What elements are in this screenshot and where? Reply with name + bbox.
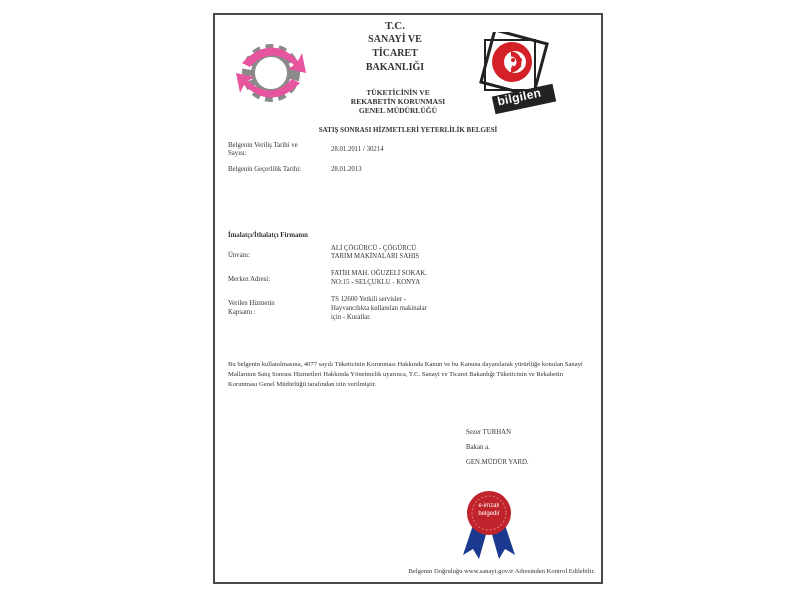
e-signature-badge	[459, 489, 519, 561]
issue-label-line1: Belgenin Veriliş Tarihi ve	[228, 142, 298, 149]
ministry-logo	[232, 35, 310, 105]
scope-label-line2: Kapsamı :	[228, 309, 256, 316]
ribbon-rosette-icon	[459, 489, 519, 561]
issue-value: 28.01.2011 / 30214	[331, 146, 384, 153]
ministry-title-line1: T.C.	[385, 20, 405, 32]
ministry-title-line3: TİCARET	[372, 48, 418, 59]
signature-line3: GEN.MÜDÜR YARD.	[466, 459, 529, 466]
address-label: Merkez Adresi:	[228, 276, 271, 283]
legal-paragraph: Bu belgenin kullanılmasına, 4077 sayılı Tüketicinin Korunması Hakkında Kanun ve bu Kanuna dayanılarak yürürlüğe konulan Sanayi Mallarının Satış Sonrası Hizmetleri Hakkında Yönetmelik uyarınca, T.C. Sanayi ve Ticaret Bakanlığı Tüketicinin ve Rekabetin Korunması Genel Müdürlüğü tarafından izin verilmiştir.	[228, 361, 583, 388]
signature-line2: Bakan a.	[466, 444, 490, 451]
address-value-line1: FATİH MAH. OĞUZELİ SOKAK.	[331, 270, 427, 277]
scope-value-line3: için - Kurallar.	[331, 314, 371, 321]
directorate-line2: REKABETİN KORUNMASI	[350, 97, 446, 106]
issue-label-line2: Sayısı:	[228, 150, 247, 157]
bilgilen-logo	[465, 32, 565, 116]
scope-value-line1: TS 12600 Yetkili servisler -	[331, 296, 406, 303]
scope-label-line1: Verilen Hizmetin	[228, 300, 275, 307]
ministry-title-line2: SANAYİ VE	[368, 34, 422, 45]
certificate	[213, 13, 603, 584]
ministry-title-line4: BAKANLIĞI	[365, 62, 425, 73]
firm-title-value-line1: ALİ ÇÖGÜRCÜ - ÇÖGÜRCÜ	[331, 245, 417, 252]
signature-name: Sezer TURHAN	[466, 429, 511, 436]
verification-footer: Belgenin Doğruluğu www.sanayi.gov.tr Adresinden Kontrol Edilebilir.	[408, 568, 595, 575]
validity-value: 28.01.2013	[331, 166, 362, 173]
firm-title-label: Ünvanı:	[228, 252, 250, 259]
certificate-title: SATIŞ SONRASI HİZMETLERİ YETERLİLİK BELGESİ	[318, 126, 498, 134]
firm-section-title: İmalatçı/İthalatçı Firmanın	[228, 232, 308, 239]
address-value-line2: NO:15 - SELÇUKLU - KONYA	[331, 279, 421, 286]
directorate-line3: GENEL MÜDÜRLÜĞÜ	[358, 106, 438, 115]
badge-text-line2: belgedir	[478, 511, 500, 517]
validity-label: Belgenin Geçerlilik Tarihi:	[228, 166, 302, 173]
bilgilen-wordmark: bilgilen	[496, 85, 543, 109]
firm-title-value-line2: TARIM MAKİNALARI SAHIS	[331, 253, 420, 260]
scope-value-line2: Hayvancılıkta kullanılan makinalar	[331, 305, 427, 312]
directorate-line1: TÜKETİCİNİN VE	[366, 88, 430, 97]
badge-text-line1: e-imzalı	[478, 503, 500, 509]
